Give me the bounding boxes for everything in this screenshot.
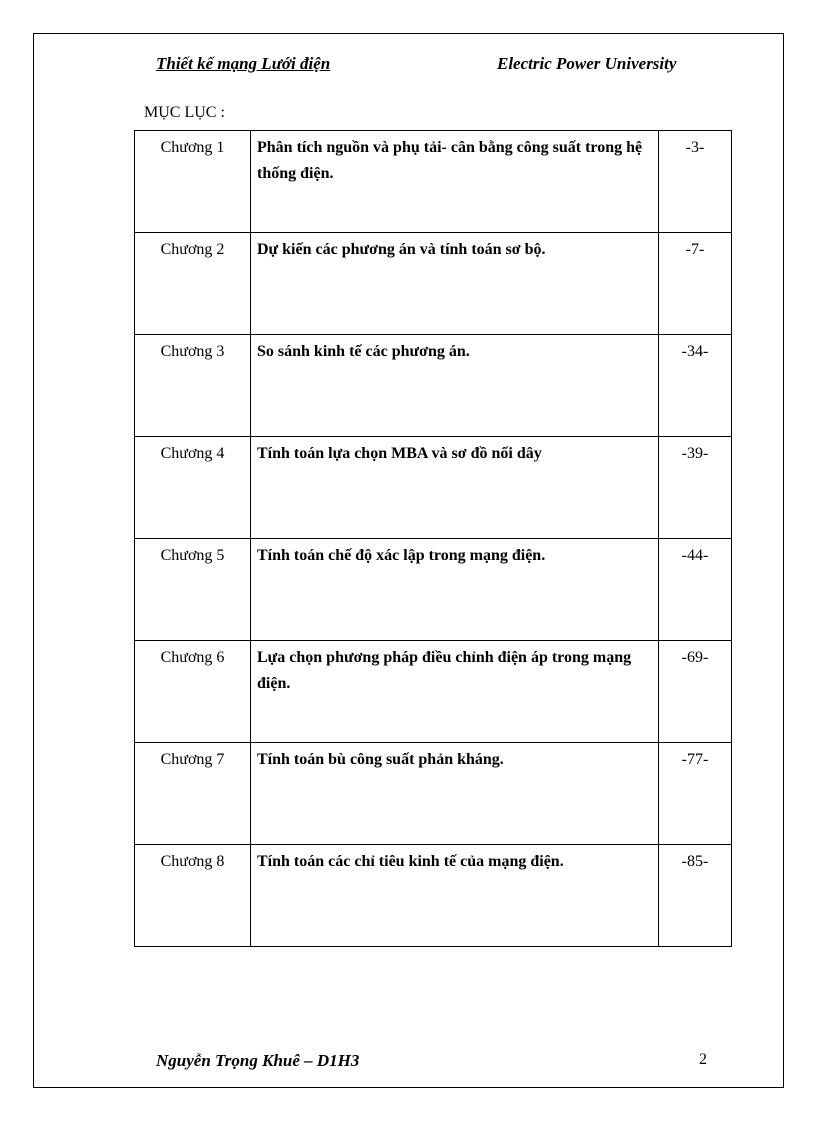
toc-chapter: Chương 6 [135,641,251,743]
toc-chapter-title: Dự kiến các phương án và tính toán sơ bộ. [251,233,659,335]
toc-row [135,131,732,233]
toc-chapter: Chương 4 [135,437,251,539]
toc-row [135,845,732,947]
toc-row [135,641,732,743]
toc-chapter: Chương 7 [135,743,251,845]
toc-page-number: -69- [659,641,732,743]
header-university: Electric Power University [497,54,677,73]
header-title: Thiết kế mạng Lưới điện [156,54,331,73]
toc-chapter: Chương 3 [135,335,251,437]
toc-page-number: -77- [659,743,732,845]
toc-chapter-title: Phân tích nguồn và phụ tải- cân bằng công suất trong hệ thống điện. [251,131,659,233]
toc-row [135,539,732,641]
toc-row [135,437,732,539]
toc-page-number: -39- [659,437,732,539]
footer-page-number: 2 [699,1051,707,1068]
toc-page-number: -34- [659,335,732,437]
toc-row [135,335,732,437]
toc-page-number: -3- [659,131,732,233]
toc-chapter-title: Tính toán lựa chọn MBA và sơ đồ nối dây [251,437,659,539]
toc-chapter: Chương 1 [135,131,251,233]
toc-chapter: Chương 2 [135,233,251,335]
toc-title: MỤC LỤC : [144,104,225,121]
toc-page-number: -44- [659,539,732,641]
toc-chapter-title: Tính toán các chỉ tiêu kinh tế của mạng điện. [251,845,659,947]
toc-chapter: Chương 5 [135,539,251,641]
toc-chapter-title: So sánh kinh tế các phương án. [251,335,659,437]
toc-page-number: -7- [659,233,732,335]
toc-row [135,233,732,335]
toc-row [135,743,732,845]
toc-chapter-title: Lựa chọn phương pháp điều chỉnh điện áp trong mạng điện. [251,641,659,743]
toc-chapter-title: Tính toán chế độ xác lập trong mạng điện. [251,539,659,641]
toc-table [134,130,732,947]
toc-chapter: Chương 8 [135,845,251,947]
toc-page-number: -85- [659,845,732,947]
toc-chapter-title: Tính toán bù công suất phản kháng. [251,743,659,845]
footer-author: Nguyễn Trọng Khuê – D1H3 [156,1051,360,1070]
